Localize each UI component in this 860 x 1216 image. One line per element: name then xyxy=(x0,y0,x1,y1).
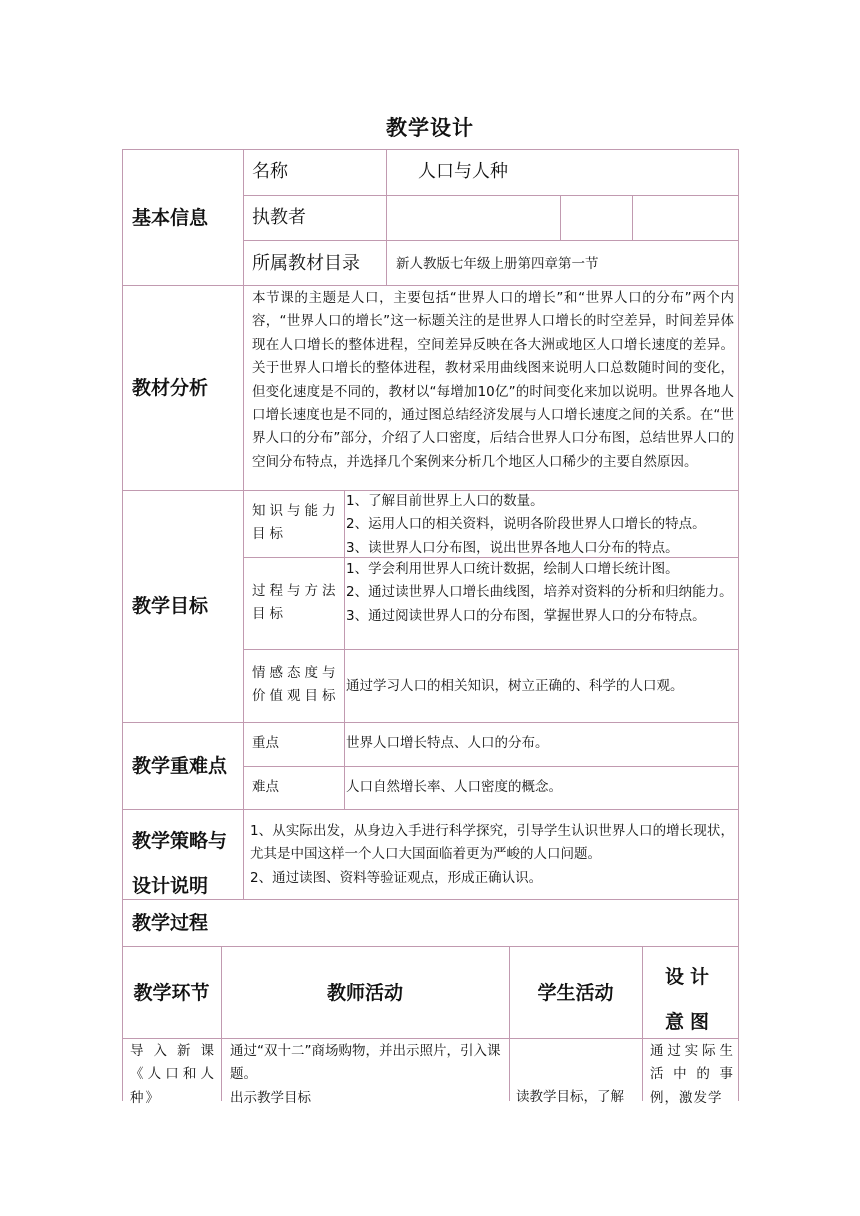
row1-stage: 导入新课《人口和人种》 xyxy=(130,1043,216,1106)
document-title: 教学设计 xyxy=(386,116,474,140)
section-analysis: 教材分析 xyxy=(132,377,209,399)
col-intent-header: 设计意图 xyxy=(664,966,715,1033)
goal-line: 1、了解目前世界上人口的数量。 xyxy=(346,493,544,509)
knowledge-label: 知识与能力目标 xyxy=(252,503,340,543)
teacher-line: 出示教学目标 xyxy=(230,1089,311,1106)
goal-line: 3、通过阅读世界人口的分布图，掌握世界人口的分布特点。 xyxy=(346,607,706,624)
rule xyxy=(243,722,244,809)
rule xyxy=(386,149,387,285)
col-student-header: 学生活动 xyxy=(537,982,614,1004)
rule xyxy=(243,766,738,767)
key-text: 世界人口增长特点、人口的分布。 xyxy=(346,735,549,751)
section-strategy xyxy=(132,819,242,909)
rule xyxy=(243,809,244,899)
rule xyxy=(122,285,738,286)
rule xyxy=(560,195,561,240)
teacher-value xyxy=(388,196,558,239)
rule xyxy=(243,649,738,650)
difficult-text: 人口自然增长率、人口密度的概念。 xyxy=(346,779,562,795)
teacher-extra-2 xyxy=(634,196,736,239)
goal-line: 2、运用人口的相关资料，说明各阶段世界人口增长的特点。 xyxy=(346,516,706,533)
goal-line: 2、通过读世界人口增长曲线图，培养对资料的分析和归纳能力。 xyxy=(346,584,733,601)
section-goals: 教学目标 xyxy=(132,595,209,617)
rule xyxy=(122,809,738,810)
rule xyxy=(122,149,738,150)
strategy-line: 2、通过读图、资料等验证观点，形成正确认识。 xyxy=(250,869,543,886)
col-teacher-header: 教师活动 xyxy=(326,982,403,1004)
strategy-line: 1、从实际出发，从身边入手进行科学探究，引导学生认识世界人口的增长现状，尤其是中国这样一个人口大国面临着更为严峻的人口问题。 xyxy=(250,823,734,863)
goal-line: 3、读世界人口分布图，说出世界各地人口分布的特点。 xyxy=(346,539,679,556)
rule xyxy=(243,490,244,722)
row1-teacher xyxy=(230,1040,502,1110)
strategy-title-line: 设计说明 xyxy=(132,875,209,897)
rule xyxy=(122,946,738,947)
strategy-title-line: 教学策略与 xyxy=(132,830,228,852)
knowledge-goals xyxy=(346,490,738,560)
section-process: 教学过程 xyxy=(132,912,209,934)
teacher-extra-1 xyxy=(562,196,630,239)
col-stage-header: 教学环节 xyxy=(133,982,210,1004)
rule xyxy=(243,240,738,241)
section-basic-info: 基本信息 xyxy=(132,207,209,229)
strategy-text xyxy=(250,820,734,890)
rule xyxy=(344,722,345,809)
rule xyxy=(738,149,739,1101)
emotion-text: 通过学习人口的相关知识，树立正确的、科学的人口观。 xyxy=(346,678,684,694)
catalog-value: 新人教版七年级上册第四章第一节 xyxy=(396,256,599,272)
rule xyxy=(243,285,244,490)
process-goals xyxy=(346,558,736,628)
catalog-label: 所属教材目录 xyxy=(252,253,360,274)
rule xyxy=(642,946,643,1101)
rule xyxy=(221,946,222,1101)
emotion-label: 情感态度与价值观目标 xyxy=(252,665,340,705)
analysis-text: 本节课的主题是人口，主要包括“世界人口的增长”和“世界人口的分布”两个内容，“世界人口的增长”这一标题关注的是世界人口增长的时空差异，时间差异体现在人口增长的整体进程，空间差异反映在各大洲或地区人口增长速度的差异。关于世界人口增长的整体进程，教材采用曲线图来说明人口总数随时间的变化，但变化速度是不同的，教材以“每增加10亿”的时间变化来加以说明。世界各地人口增长速度也是不同的，通过图总结经济发展与人口增长速度之间的关系。在“世界人口的分布”部分，介绍了人口密度，后结合世界人口分布图，总结世界人口的空间分布特点，并选择几个案例来分析几个地区人口稀少的主要自然原因。 xyxy=(252,290,734,470)
goal-line: 1、学会利用世界人口统计数据，绘制人口增长统计图。 xyxy=(346,561,679,577)
section-key-points: 教学重难点 xyxy=(132,755,228,777)
name-value: 人口与人种 xyxy=(418,161,508,182)
rule xyxy=(344,490,345,722)
name-label: 名称 xyxy=(252,161,288,182)
rule xyxy=(632,195,633,240)
rule xyxy=(243,149,244,285)
rule xyxy=(122,149,123,1101)
row1-intent: 通过实际生活中的事例，激发学 xyxy=(650,1043,734,1106)
process-label: 过程与方法目标 xyxy=(252,583,340,623)
row1-student: 读教学目标，了解 xyxy=(516,1089,624,1105)
difficult-label: 难点 xyxy=(252,779,279,795)
key-label: 重点 xyxy=(252,735,279,751)
rule xyxy=(122,1038,738,1039)
rule xyxy=(122,722,738,723)
rule xyxy=(509,946,510,1101)
teacher-label: 执教者 xyxy=(252,207,306,228)
teacher-line: 通过“双十二”商场购物，并出示照片，引入课题。 xyxy=(230,1043,501,1083)
